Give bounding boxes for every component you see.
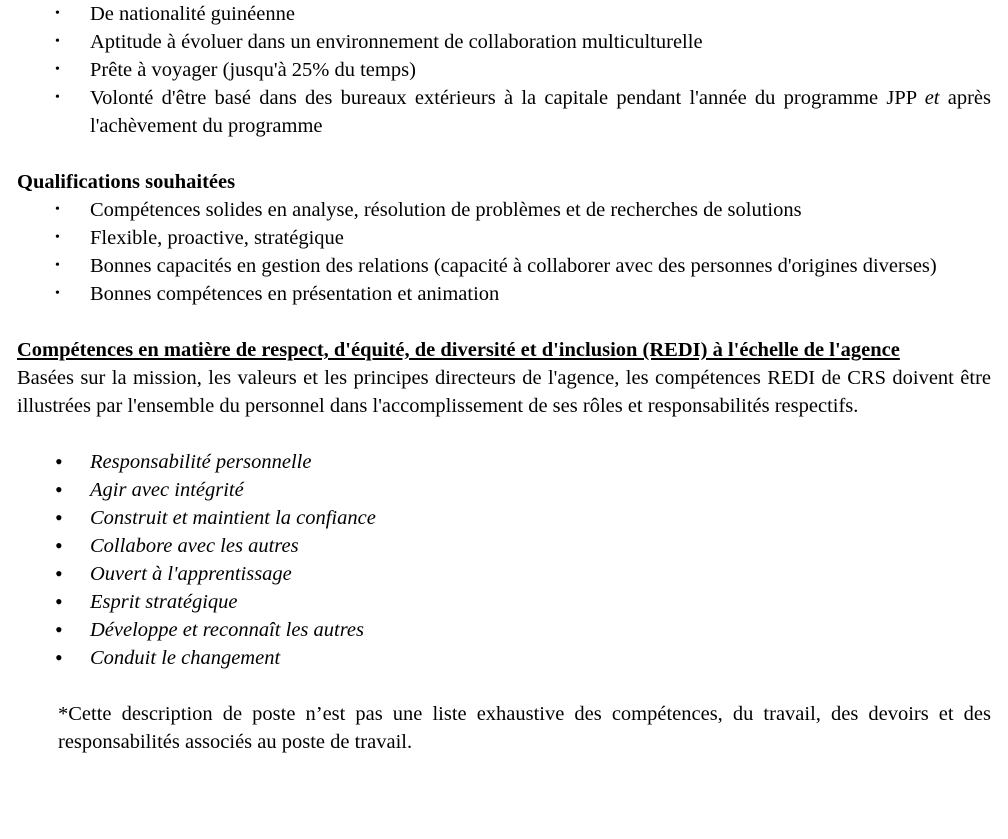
list-item-label: [90, 84, 991, 140]
list-item-label: Responsabilité personnelle: [90, 451, 312, 473]
list-item: [17, 644, 991, 672]
redi-paragraph: Basées sur la mission, les valeurs et les principes directeurs de l'agence, les compétences REDI de CRS doivent être illustrées par l'ensemble du personnel dans l'accomplissement de ses rôles et responsabilités respectifs.: [17, 367, 991, 417]
list-item: [17, 616, 991, 644]
list-item-label: Flexible, proactive, stratégique: [90, 227, 344, 249]
list-item-label: Bonnes compétences en présentation et animation: [90, 283, 500, 305]
list-item: [17, 0, 991, 28]
document-body: [17, 0, 991, 756]
redi-heading: Compétences en matière de respect, d'équité, de diversité et d'inclusion (REDI) à l'échelle de l'agence: [17, 339, 900, 361]
list-item-label: Conduit le changement: [90, 647, 281, 669]
list-item-label: Ouvert à l'apprentissage: [90, 563, 292, 585]
list-item: [17, 252, 991, 280]
list-item-text-after-italic: après l'achèvement du programme: [90, 87, 991, 137]
desired-qualifications-heading: Qualifications souhaitées: [17, 171, 236, 193]
bullet-icon: •: [55, 230, 60, 245]
list-item: [17, 224, 991, 252]
section-spacer: [17, 420, 991, 448]
bullet-icon: •: [55, 477, 63, 502]
bullet-icon: •: [55, 6, 60, 21]
list-item-label: Agir avec intégrité: [90, 479, 244, 501]
bullet-icon: •: [55, 505, 63, 530]
footnote-disclaimer: *Cette description de poste n’est pas une liste exhaustive des compétences, du travail, des devoirs et des responsabilités associés au poste de travail.: [58, 703, 991, 753]
list-item-text-before-italic: Volonté d'être basé dans des bureaux extérieurs à la capitale pendant l'année du programme JPP: [90, 87, 925, 109]
bullet-icon: •: [55, 90, 60, 105]
list-item: [17, 56, 991, 84]
list-item-label: Collabore avec les autres: [90, 535, 299, 557]
bullet-icon: •: [55, 62, 60, 77]
required-qualifications-list: [17, 0, 991, 140]
section-spacer: [17, 672, 991, 700]
list-item-italic-word: et: [924, 87, 940, 109]
bullet-icon: •: [55, 449, 63, 474]
list-item: [17, 504, 991, 532]
list-item: [17, 588, 991, 616]
section-spacer: [17, 308, 991, 336]
bullet-icon: •: [55, 202, 60, 217]
list-item-label: Aptitude à évoluer dans un environnement de collaboration multiculturelle: [90, 31, 703, 53]
bullet-icon: •: [55, 533, 63, 558]
list-item: [17, 532, 991, 560]
list-item: [17, 560, 991, 588]
redi-competencies-list: [17, 448, 991, 672]
list-item: [17, 280, 991, 308]
list-item: [17, 196, 991, 224]
bullet-icon: •: [55, 589, 63, 614]
bullet-icon: •: [55, 617, 63, 642]
list-item-label: Esprit stratégique: [90, 591, 238, 613]
section-spacer: [17, 140, 991, 168]
bullet-icon: •: [55, 258, 60, 273]
list-item-label: Développe et reconnaît les autres: [90, 619, 365, 641]
list-item-label: Prête à voyager (jusqu'à 25% du temps): [90, 59, 416, 81]
list-item: [17, 476, 991, 504]
bullet-icon: •: [55, 645, 63, 670]
list-item: [17, 84, 991, 140]
bullet-icon: •: [55, 286, 60, 301]
list-item-label: Construit et maintient la confiance: [90, 507, 376, 529]
list-item-label: Compétences solides en analyse, résolution de problèmes et de recherches de solutions: [90, 199, 802, 221]
bullet-icon: •: [55, 561, 63, 586]
list-item-label: De nationalité guinéenne: [90, 3, 295, 25]
list-item-label: Bonnes capacités en gestion des relations (capacité à collaborer avec des personnes d'origines diverses): [90, 255, 937, 277]
bullet-icon: •: [55, 34, 60, 49]
list-item: [17, 448, 991, 476]
list-item: [17, 28, 991, 56]
desired-qualifications-list: [17, 196, 991, 308]
